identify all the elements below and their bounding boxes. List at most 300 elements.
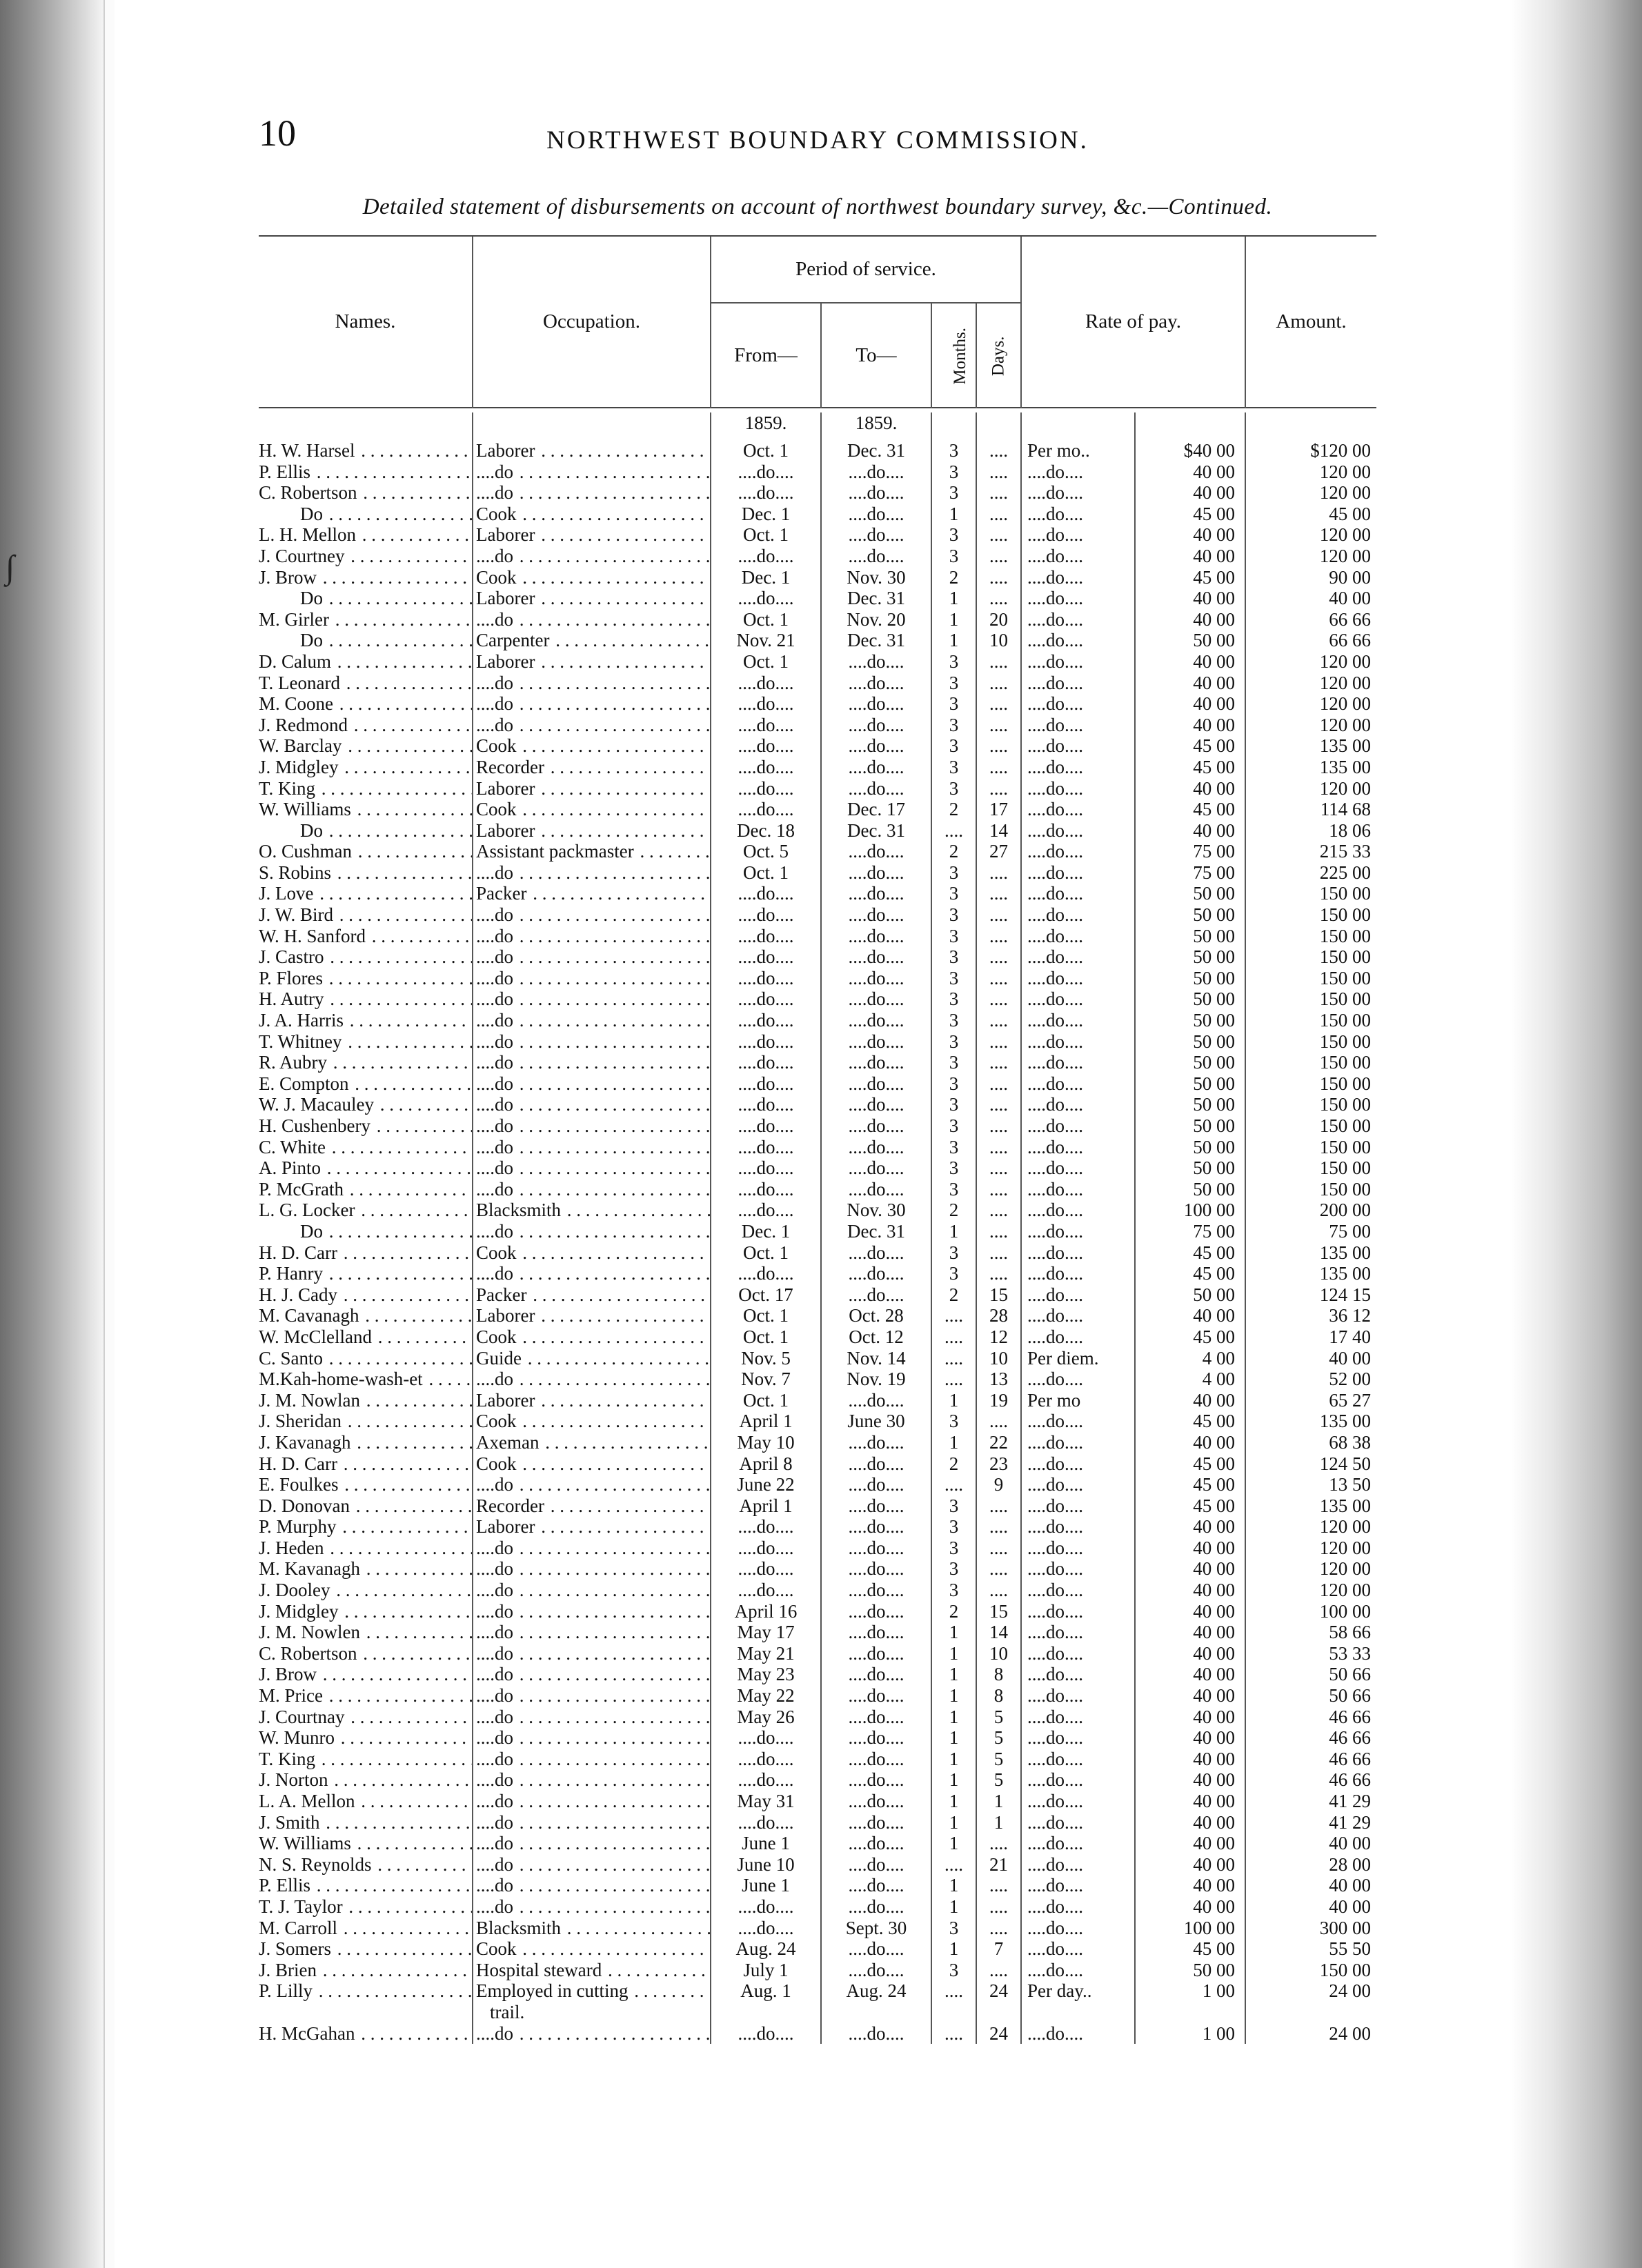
row-from: ....do.... [711,904,821,926]
row-rate-unit: ....do.... [1021,1833,1135,1854]
row-rate: 50 00 [1135,988,1245,1010]
row-to: ....do.... [821,1769,931,1791]
row-from: ....do.... [711,1137,821,1158]
margin-mark: ∫ [6,549,15,586]
row-days: .... [976,1221,1021,1242]
row-name: P. Hanry . . . [259,1263,473,1284]
row-name: W. Williams . . . [259,799,473,820]
table-row [259,2023,1376,2045]
row-occupation: ....do . . . [473,1664,711,1685]
row-name: P. Flores . . . [259,968,473,989]
row-days: .... [976,1052,1021,1073]
row-rate-unit: ....do.... [1021,1263,1135,1284]
row-amount: 200 00 [1245,1200,1376,1221]
table-row-continuation [259,2002,1376,2023]
row-months: 1 [931,609,976,630]
row-days: .... [976,988,1021,1010]
row-months: .... [931,1980,976,2002]
row-months: 3 [931,968,976,989]
col-header-names: Names. [335,310,396,333]
row-amount: 150 00 [1245,1137,1376,1158]
row-name: C. Robertson . . . [259,482,473,504]
row-occupation: Cook . . . [473,1411,711,1432]
table-row [259,1980,1376,2002]
row-to: ....do.... [821,673,931,694]
row-days: 28 [976,1305,1021,1326]
row-occupation: ....do . . . [473,1094,711,1115]
row-days: .... [976,588,1021,609]
row-occupation: ....do . . . [473,1263,711,1284]
row-occupation: Laborer . . . [473,1390,711,1411]
col-header-rate: Rate of pay. [1021,237,1245,408]
row-months: 3 [931,1179,976,1200]
row-rate-unit: ....do.... [1021,1516,1135,1538]
row-amount: 124 50 [1245,1453,1376,1475]
table-row [259,1769,1376,1791]
row-months: 1 [931,1938,976,1960]
row-amount: 40 00 [1245,1833,1376,1854]
row-to: ....do.... [821,1854,931,1876]
row-name: T. J. Taylor . . . [259,1896,473,1918]
row-rate-unit: ....do.... [1021,1918,1135,1939]
row-days: .... [976,693,1021,715]
row-months: 3 [931,673,976,694]
row-months: 3 [931,1115,976,1137]
row-from: ....do.... [711,799,821,820]
row-days: 13 [976,1369,1021,1390]
table-row [259,1685,1376,1707]
row-to: ....do.... [821,1031,931,1053]
table-row [259,1896,1376,1918]
row-months: 3 [931,988,976,1010]
table-row [259,693,1376,715]
row-days: 5 [976,1749,1021,1770]
row-to: ....do.... [821,1242,931,1264]
row-days: .... [976,778,1021,799]
row-days: .... [976,1263,1021,1284]
running-title: NORTHWEST BOUNDARY COMMISSION. [546,126,1089,155]
row-months: 2 [931,1601,976,1622]
row-days: .... [976,1200,1021,1221]
row-from: ....do.... [711,1157,821,1179]
row-name: H. D. Carr . . . [259,1242,473,1264]
row-to: Nov. 30 [821,567,931,588]
row-rate: 40 00 [1135,673,1245,694]
row-occupation: ....do . . . [473,1137,711,1158]
row-to: ....do.... [821,757,931,778]
table-row [259,504,1376,525]
row-occupation: ....do . . . [473,1707,711,1728]
table-row [259,1601,1376,1622]
table-row [259,1495,1376,1517]
row-to: ....do.... [821,524,931,546]
row-days: .... [976,904,1021,926]
table-row [259,1369,1376,1390]
row-occupation: ....do . . . [473,904,711,926]
row-from: May 21 [711,1643,821,1664]
row-occupation: ....do . . . [473,1875,711,1896]
row-days: .... [976,926,1021,947]
row-amount: 66 66 [1245,630,1376,651]
row-occupation: ....do . . . [473,1749,711,1770]
row-rate-unit: ....do.... [1021,1601,1135,1622]
row-name: Do . . . [259,820,473,842]
table-row [259,588,1376,609]
row-rate-unit: ....do.... [1021,968,1135,989]
row-rate-unit: ....do.... [1021,1749,1135,1770]
row-days: 1 [976,1791,1021,1812]
row-rate: 50 00 [1135,926,1245,947]
row-to: June 30 [821,1411,931,1432]
row-rate: 40 00 [1135,1538,1245,1559]
row-name: M. Carroll . . . [259,1918,473,1939]
row-name: J. Redmond . . . [259,715,473,736]
row-from: ....do.... [711,1516,821,1538]
row-from: Nov. 7 [711,1369,821,1390]
row-months: 3 [931,904,976,926]
row-days: 7 [976,1938,1021,1960]
row-from: ....do.... [711,735,821,757]
row-months: 3 [931,1137,976,1158]
table-row [259,1960,1376,1981]
row-rate-unit: ....do.... [1021,1010,1135,1031]
table-row [259,883,1376,904]
row-name: W. McClelland . . . [259,1326,473,1348]
row-months: 2 [931,1453,976,1475]
row-from: ....do.... [711,778,821,799]
row-from: ....do.... [711,946,821,968]
row-amount: 150 00 [1245,1960,1376,1981]
row-to: ....do.... [821,1833,931,1854]
row-occupation: Axeman . . . [473,1432,711,1453]
row-rate: 40 00 [1135,693,1245,715]
row-rate-unit: Per day.. [1021,1980,1135,2002]
row-months: 3 [931,1010,976,1031]
row-amount: 120 00 [1245,1538,1376,1559]
row-occupation: Carpenter . . . [473,630,711,651]
table-row [259,461,1376,483]
row-to: ....do.... [821,482,931,504]
row-name: T. Whitney . . . [259,1031,473,1053]
row-rate: 50 00 [1135,1010,1245,1031]
row-rate: 40 00 [1135,778,1245,799]
row-name: P. Ellis . . . [259,1875,473,1896]
row-months: 1 [931,1896,976,1918]
table-row [259,1390,1376,1411]
row-occupation: ....do . . . [473,1896,711,1918]
row-months: 1 [931,1833,976,1854]
row-from: ....do.... [711,546,821,567]
row-from: ....do.... [711,1094,821,1115]
row-occupation: ....do . . . [473,968,711,989]
row-occupation: ....do . . . [473,1031,711,1053]
row-rate-unit: ....do.... [1021,1875,1135,1896]
row-to: ....do.... [821,1558,931,1580]
row-occupation: ....do . . . [473,1643,711,1664]
row-months: 3 [931,1157,976,1179]
row-amount: 135 00 [1245,1263,1376,1284]
row-days: 10 [976,1643,1021,1664]
row-from: Oct. 5 [711,841,821,862]
row-to: Dec. 31 [821,1221,931,1242]
col-header-amount: Amount. [1245,237,1376,408]
table-row [259,1242,1376,1264]
row-occupation: ....do . . . [473,946,711,968]
row-days: .... [976,482,1021,504]
table-row [259,1326,1376,1348]
row-from: Oct. 1 [711,440,821,461]
row-from: ....do.... [711,693,821,715]
row-rate: 40 00 [1135,1812,1245,1833]
row-amount: 55 50 [1245,1938,1376,1960]
row-name: J. Love . . . [259,883,473,904]
row-months: 3 [931,1495,976,1517]
table-row [259,1432,1376,1453]
row-from: Oct. 1 [711,1242,821,1264]
row-from: ....do.... [711,588,821,609]
row-from: May 26 [711,1707,821,1728]
row-from: ....do.... [711,883,821,904]
row-rate: 4 00 [1135,1348,1245,1369]
table-row [259,567,1376,588]
row-amount: 150 00 [1245,926,1376,947]
row-amount: 120 00 [1245,673,1376,694]
row-amount: 24 00 [1245,2023,1376,2045]
row-name: R. Aubry . . . [259,1052,473,1073]
row-amount: 120 00 [1245,715,1376,736]
row-months: 1 [931,1812,976,1833]
row-occupation: Laborer . . . [473,440,711,461]
row-from: April 1 [711,1411,821,1432]
row-days: .... [976,1558,1021,1580]
row-name: P. Ellis . . . [259,461,473,483]
row-days: .... [976,862,1021,884]
row-from: April 8 [711,1453,821,1475]
row-months: 3 [931,1918,976,1939]
row-amount: 120 00 [1245,778,1376,799]
row-to: ....do.... [821,988,931,1010]
table-row [259,1791,1376,1812]
row-from: ....do.... [711,482,821,504]
row-months: 1 [931,1769,976,1791]
row-rate: 45 00 [1135,1263,1245,1284]
row-name: P. Lilly . . . [259,1980,473,2002]
row-occupation: ....do . . . [473,1791,711,1812]
row-days: .... [976,651,1021,673]
row-from: ....do.... [711,1896,821,1918]
row-rate-unit: ....do.... [1021,1200,1135,1221]
row-amount: 150 00 [1245,1073,1376,1095]
row-days: .... [976,1833,1021,1854]
row-name: M. Kavanagh . . . [259,1558,473,1580]
row-months: 1 [931,1221,976,1242]
row-name: L. G. Locker . . . [259,1200,473,1221]
table-row [259,1031,1376,1053]
row-rate: 40 00 [1135,820,1245,842]
row-months: .... [931,1305,976,1326]
row-name: J. Smith . . . [259,1812,473,1833]
row-rate-unit: ....do.... [1021,2023,1135,2045]
row-amount: 135 00 [1245,1495,1376,1517]
row-days: 27 [976,841,1021,862]
row-occupation: Hospital steward . . . [473,1960,711,1981]
row-to: Oct. 12 [821,1326,931,1348]
row-days: .... [976,1031,1021,1053]
row-occupation: ....do . . . [473,1179,711,1200]
row-to: ....do.... [821,862,931,884]
table-row [259,1221,1376,1242]
row-months: 1 [931,1432,976,1453]
row-name: H. Cushenbery . . . [259,1115,473,1137]
row-amount: 135 00 [1245,1411,1376,1432]
row-months: 3 [931,735,976,757]
row-occupation: ....do . . . [473,1601,711,1622]
table-row [259,1284,1376,1306]
row-rate-unit: ....do.... [1021,715,1135,736]
row-rate-unit: ....do.... [1021,1031,1135,1053]
row-months: .... [931,2023,976,2045]
row-months: 3 [931,862,976,884]
row-name: D. Donovan . . . [259,1495,473,1517]
row-rate: 40 00 [1135,1390,1245,1411]
row-months: 1 [931,1707,976,1728]
row-amount: 24 00 [1245,1980,1376,2002]
row-to: ....do.... [821,1960,931,1981]
row-rate-unit: ....do.... [1021,1157,1135,1179]
row-days: .... [976,546,1021,567]
row-days: .... [976,735,1021,757]
row-amount: 50 66 [1245,1664,1376,1685]
row-days: 8 [976,1664,1021,1685]
row-days: .... [976,440,1021,461]
row-rate-unit: ....do.... [1021,1052,1135,1073]
row-amount: 18 06 [1245,820,1376,842]
row-days: .... [976,673,1021,694]
col-header-occupation: Occupation. [473,237,711,408]
row-rate-unit: ....do.... [1021,1137,1135,1158]
row-occupation: Recorder . . . [473,757,711,778]
row-months: 3 [931,440,976,461]
row-occupation: ....do . . . [473,693,711,715]
table-row [259,1727,1376,1749]
row-days: .... [976,883,1021,904]
row-rate-unit: ....do.... [1021,1727,1135,1749]
row-days: .... [976,1137,1021,1158]
row-to: Nov. 14 [821,1348,931,1369]
row-days: .... [976,1516,1021,1538]
row-name: H. D. Carr . . . [259,1453,473,1475]
row-to: Dec. 31 [821,588,931,609]
table-row [259,1643,1376,1664]
row-amount: 150 00 [1245,1031,1376,1053]
row-name: T. King . . . [259,1749,473,1770]
row-rate: 45 00 [1135,567,1245,588]
row-rate: 40 00 [1135,1875,1245,1896]
row-months: 2 [931,841,976,862]
row-rate: 40 00 [1135,1854,1245,1876]
row-amount: 50 66 [1245,1685,1376,1707]
row-name: L. H. Mellon . . . [259,524,473,546]
row-rate-unit: ....do.... [1021,609,1135,630]
row-rate-unit: ....do.... [1021,1664,1135,1685]
row-rate: 40 00 [1135,715,1245,736]
row-days: 19 [976,1390,1021,1411]
row-amount: 120 00 [1245,461,1376,483]
row-occupation: Laborer . . . [473,1305,711,1326]
row-rate-unit: ....do.... [1021,1685,1135,1707]
row-days: .... [976,1010,1021,1031]
book-spine-shadow [0,0,103,2268]
row-months: .... [931,1854,976,1876]
row-rate: 40 00 [1135,1727,1245,1749]
table-row [259,673,1376,694]
row-months: 1 [931,630,976,651]
row-from: ....do.... [711,968,821,989]
row-rate: 4 00 [1135,1369,1245,1390]
table-caption: Detailed statement of disbursements on account of northwest boundary survey, &c.—Continued. [362,195,1273,219]
table-row [259,1094,1376,1115]
row-to: ....do.... [821,1601,931,1622]
row-name: N. S. Reynolds . . . [259,1854,473,1876]
row-rate-unit: ....do.... [1021,1073,1135,1095]
row-rate-unit: ....do.... [1021,567,1135,588]
row-to: ....do.... [821,946,931,968]
row-rate-unit: ....do.... [1021,988,1135,1010]
row-rate: 50 00 [1135,1284,1245,1306]
row-to: ....do.... [821,1179,931,1200]
row-from: ....do.... [711,757,821,778]
row-amount: 150 00 [1245,1157,1376,1179]
row-name: J. Midgley . . . [259,757,473,778]
row-to: ....do.... [821,1073,931,1095]
row-to: ....do.... [821,968,931,989]
row-to: Nov. 19 [821,1369,931,1390]
table-row [259,1200,1376,1221]
row-rate-unit: ....do.... [1021,546,1135,567]
table-row [259,1812,1376,1833]
row-to: Dec. 17 [821,799,931,820]
row-rate-unit: ....do.... [1021,1411,1135,1432]
row-days: .... [976,757,1021,778]
row-occupation: Cook . . . [473,504,711,525]
row-rate: 40 00 [1135,546,1245,567]
row-to: Dec. 31 [821,440,931,461]
row-months: 1 [931,1749,976,1770]
row-from: May 10 [711,1432,821,1453]
table-row [259,1263,1376,1284]
row-amount: 120 00 [1245,524,1376,546]
table-row [259,1453,1376,1475]
row-rate: 40 00 [1135,1664,1245,1685]
row-rate: 40 00 [1135,461,1245,483]
row-from: ....do.... [711,1558,821,1580]
row-rate: 45 00 [1135,1411,1245,1432]
row-rate: 40 00 [1135,1601,1245,1622]
row-amount: 120 00 [1245,482,1376,504]
col-header-from: From— [711,303,821,408]
table-row [259,440,1376,461]
row-to: ....do.... [821,1094,931,1115]
row-months: .... [931,1348,976,1369]
row-rate: 50 00 [1135,1115,1245,1137]
table-row [259,735,1376,757]
row-to: Aug. 24 [821,1980,931,2002]
row-days: .... [976,968,1021,989]
row-amount: 225 00 [1245,862,1376,884]
row-occupation: Guide . . . [473,1348,711,1369]
row-days: 15 [976,1284,1021,1306]
row-to: ....do.... [821,1495,931,1517]
